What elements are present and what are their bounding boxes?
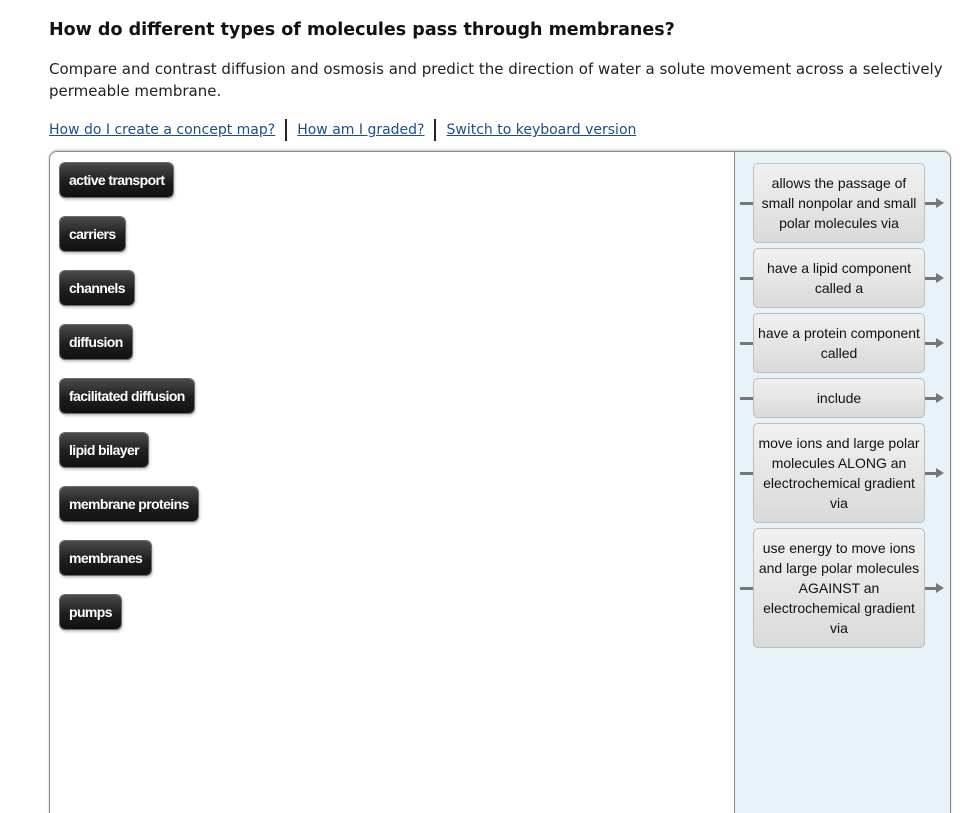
arrow-right-icon <box>925 468 945 478</box>
term-facilitated-diffusion[interactable]: facilitated diffusion <box>60 379 194 413</box>
phrase-row <box>740 163 950 243</box>
connector-stub <box>740 587 753 590</box>
term-active-transport[interactable]: active transport <box>60 163 173 197</box>
link-separator <box>285 119 287 141</box>
phrase-row <box>740 248 950 308</box>
arrow-right-icon <box>925 393 945 403</box>
connector-stub <box>740 277 753 280</box>
term-pumps[interactable]: pumps <box>60 595 121 629</box>
link-separator <box>434 119 436 141</box>
phrase-row <box>740 528 950 648</box>
arrow-right-icon <box>925 273 945 283</box>
arrow-right-icon <box>925 338 945 348</box>
phrase-use-energy-against-gradient[interactable]: use energy to move ions and large polar molecules AGAINST an electrochemical gradient via <box>753 528 925 648</box>
phrase-row <box>740 423 950 523</box>
term-channels[interactable]: channels <box>60 271 134 305</box>
phrase-protein-component[interactable]: have a protein component called <box>753 313 925 373</box>
term-lipid-bilayer[interactable]: lipid bilayer <box>60 433 148 467</box>
concept-map-canvas[interactable] <box>50 152 734 813</box>
term-membranes[interactable]: membranes <box>60 541 151 575</box>
phrase-include[interactable]: include <box>753 378 925 418</box>
concept-map-workspace <box>49 151 951 813</box>
term-membrane-proteins[interactable]: membrane proteins <box>60 487 198 521</box>
connector-stub <box>740 342 753 345</box>
arrow-right-icon <box>925 198 945 208</box>
arrow-right-icon <box>925 583 945 593</box>
connector-stub <box>740 397 753 400</box>
phrase-row <box>740 313 950 373</box>
phrase-lipid-component[interactable]: have a lipid component called a <box>753 248 925 308</box>
page-title: How do different types of molecules pass through membranes? <box>49 20 675 40</box>
term-diffusion[interactable]: diffusion <box>60 325 132 359</box>
create-concept-map-link[interactable]: How do I create a concept map? <box>49 122 276 138</box>
linking-phrases-panel <box>734 152 951 813</box>
phrase-row <box>740 378 950 418</box>
how-graded-link[interactable]: How am I graded? <box>297 122 425 138</box>
question-description: Compare and contrast diffusion and osmosis and predict the direction of water a solute movement across a selectively permeable membrane. <box>49 60 943 100</box>
connector-stub <box>740 472 753 475</box>
phrase-move-along-gradient[interactable]: move ions and large polar molecules ALONG an electrochemical gradient via <box>753 423 925 523</box>
connector-stub <box>740 202 753 205</box>
phrase-allows-passage[interactable]: allows the passage of small nonpolar and small polar molecules via <box>753 163 925 243</box>
keyboard-version-link[interactable]: Switch to keyboard version <box>446 122 637 138</box>
term-carriers[interactable]: carriers <box>60 217 125 251</box>
help-links <box>49 119 636 141</box>
